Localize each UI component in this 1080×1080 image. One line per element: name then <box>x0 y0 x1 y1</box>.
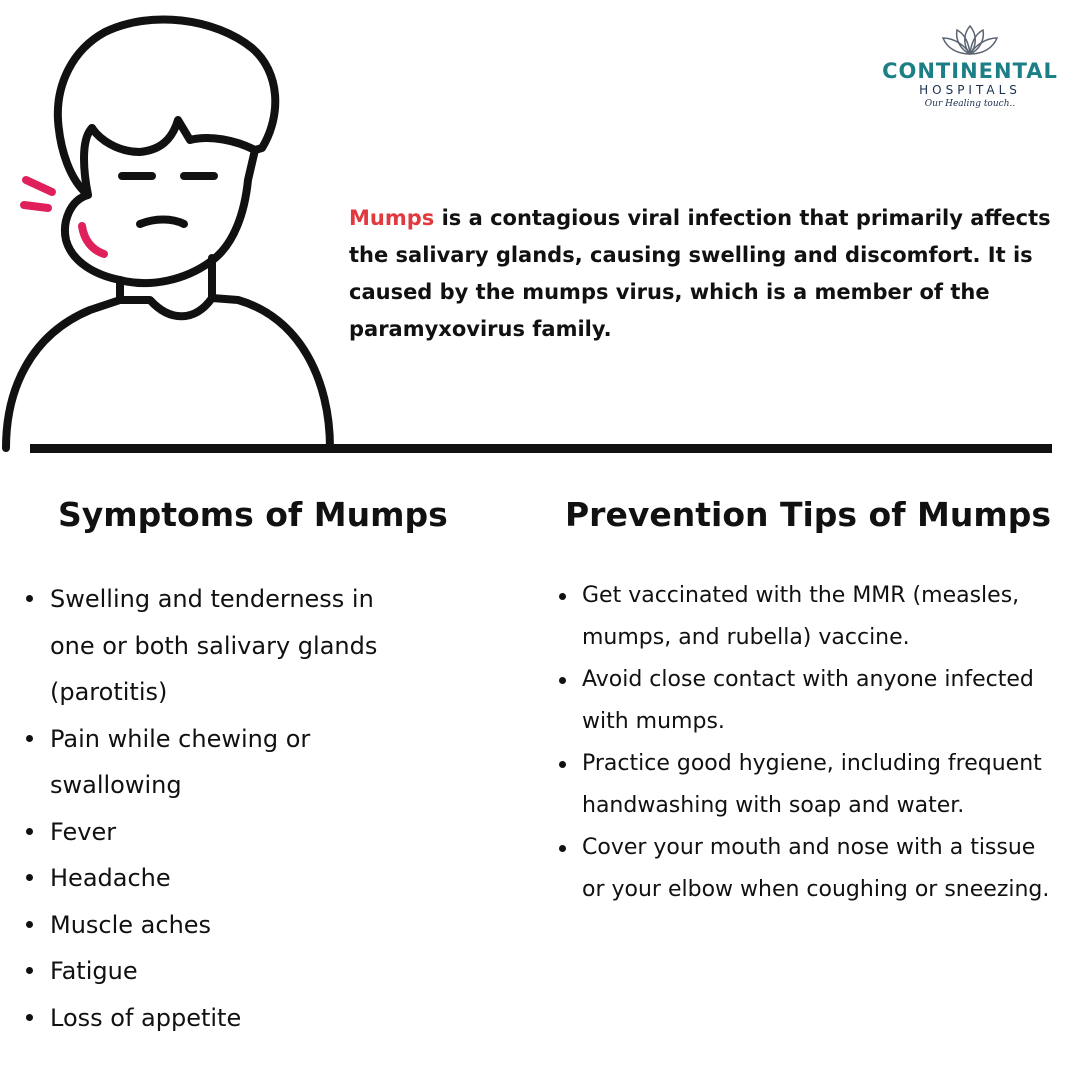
list-item: Swelling and tenderness in one or both salivary glands (parotitis) <box>24 576 414 716</box>
list-item: Loss of appetite <box>24 995 414 1042</box>
list-item: Fatigue <box>24 948 414 995</box>
list-item: Practice good hygiene, including frequent handwashing with soap and water. <box>557 743 1057 827</box>
list-item: Fever <box>24 809 414 856</box>
logo-name: CONTINENTAL <box>882 59 1058 83</box>
list-item: Cover your mouth and nose with a tissue or your elbow when coughing or sneezing. <box>557 827 1057 911</box>
symptoms-title: Symptoms of Mumps <box>58 495 448 534</box>
list-item: Muscle aches <box>24 902 414 949</box>
person-with-swollen-cheek-icon <box>0 0 360 460</box>
intro-highlight: Mumps <box>349 206 435 230</box>
intro-text: is a contagious viral infection that primarily affects the salivary glands, causing swelling and discomfort. It is caused by the mumps virus, which is a member of the paramyxovirus family. <box>349 206 1051 341</box>
list-item: Get vaccinated with the MMR (measles, mumps, and rubella) vaccine. <box>557 575 1057 659</box>
list-item: Avoid close contact with anyone infected with mumps. <box>557 659 1057 743</box>
logo-tagline: Our Healing touch.. <box>924 99 1016 109</box>
prevention-list <box>557 575 1057 911</box>
lotus-logo-icon <box>935 20 1005 58</box>
list-item: Headache <box>24 855 414 902</box>
list-item: Pain while chewing or swallowing <box>24 716 414 809</box>
symptoms-list <box>24 576 414 1041</box>
intro-paragraph <box>349 200 1059 348</box>
section-divider <box>30 444 1052 453</box>
logo-subtitle: HOSPITALS <box>919 83 1021 97</box>
prevention-title: Prevention Tips of Mumps <box>565 495 1052 534</box>
continental-hospitals-logo <box>880 20 1060 125</box>
